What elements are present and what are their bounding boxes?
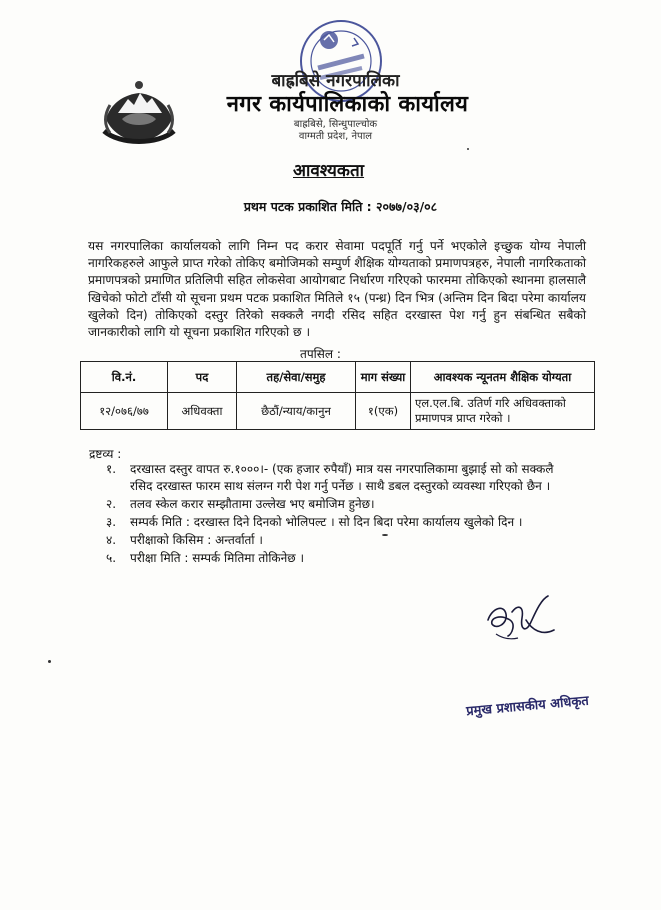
note-number: ५. <box>106 551 117 565</box>
office-province: वाग्मती प्रदेश, नेपाल <box>298 131 373 142</box>
cell-serial: १२/०७६/७७ <box>81 393 168 430</box>
notes-heading: द्रष्टव्य : <box>89 447 122 461</box>
note-text: परीक्षाको किसिम : अन्तर्वार्ता । <box>130 533 263 547</box>
municipality-name: बाह्रबिसे नगरपालिका <box>271 71 400 91</box>
note-item <box>106 496 576 513</box>
office-address: बाह्रबिसे, सिन्धुपाल्चोक <box>293 119 378 130</box>
cell-level: छैठौं/न्याय/कानुन <box>237 393 356 430</box>
note-item <box>106 532 576 549</box>
note-number: २. <box>106 497 117 511</box>
col-header-post: पद <box>168 362 237 393</box>
office-name: नगर कार्यपालिकाको कार्यालय <box>226 92 469 117</box>
vacancy-table <box>80 361 595 430</box>
officer-title: प्रमुख प्रशासकीय अधिकृत <box>465 693 590 720</box>
table-header-row <box>81 362 595 393</box>
note-number: १. <box>106 462 117 476</box>
col-header-count: माग संख्या <box>356 362 411 393</box>
col-header-serial: वि.नं. <box>81 362 168 393</box>
note-item <box>106 461 576 495</box>
cell-post: अधिवक्ता <box>168 393 237 430</box>
notice-body: यस नगरपालिका कार्यालयको लागि निम्न पद करार सेवामा पदपूर्ति गर्नु पर्ने भएकोले इच्छुक योग्य नेपाली नागरिकहरुले आफुले प्राप्त गरेको तोकिए बमोजिमको सम्पुर्ण शैक्षिक योग्यताको प्रमाणपत्रहरु, नेपाली नागरिकताको प्रमाणपत्रको प्रमाणित प्रतिलिपी सहित लोकसेवा आयोगबाट निर्धारण गरिएको फारममा तोकिएको स्थानमा हालसालै खिचेको फोटो टाँसी यो सूचना प्रथम पटक प्रकाशित मितिले १५ (पन्ध्र) दिन भित्र (अन्तिम दिन बिदा परेमा कार्यालय खुलेको दिन) तोकिएको दस्तुर तिरेको सक्कलै नगदी रसिद सहित दरखास्त पेश गर्नु हुन संबन्धित सबैको जानकारीको लागि यो सूचना प्रकाशित गरिएको छ । <box>88 239 586 340</box>
col-header-qualification: आवश्यक न्यूनतम शैक्षिक योग्यता <box>411 362 595 393</box>
notes-list <box>106 461 576 568</box>
note-text: दरखास्त दस्तुर वापत रु.१०००।- (एक हजार रुपैयाँ) मात्र यस नगरपालिकामा बुझाई सो को सक्कलै रसिद दरखास्त फारम साथ संलग्न गरी पेश गर्नु पर्नेछ । साथै डबल दस्तुरको व्यवस्था गरिएको छैन । <box>130 462 554 493</box>
note-text: तलव स्केल करार सम्झौतामा उल्लेख भए बमोजिम हुनेछ। <box>130 497 375 511</box>
note-text: परीक्षा मिति : सम्पर्क मितिमा तोकिनेछ । <box>130 551 305 565</box>
table-row <box>81 393 595 430</box>
table-caption: तपसिल : <box>300 347 341 361</box>
note-item <box>106 550 576 567</box>
cell-count: १(एक) <box>356 393 411 430</box>
notice-title: आवश्यकता <box>293 161 365 181</box>
scan-speck <box>467 148 469 150</box>
published-date: प्रथम पटक प्रकाशित मिति : २०७७/०३/०८ <box>243 199 438 214</box>
scan-speck <box>48 660 51 663</box>
scan-speck <box>382 534 388 536</box>
cell-qualification: एल.एल.बि. उतिर्ण गरि अधिवक्ताको प्रमाणपत्र प्राप्त गरेको । <box>411 393 595 430</box>
note-item <box>106 514 576 531</box>
col-header-level: तह/सेवा/समुह <box>237 362 356 393</box>
note-number: ४. <box>106 533 117 547</box>
note-text: सम्पर्क मिति : दरखास्त दिने दिनको भोलिपल्ट । सो दिन बिदा परेमा कार्यालय खुलेको दिन । <box>130 515 523 529</box>
handwritten-signature-icon <box>482 590 562 646</box>
note-number: ३. <box>106 515 117 529</box>
